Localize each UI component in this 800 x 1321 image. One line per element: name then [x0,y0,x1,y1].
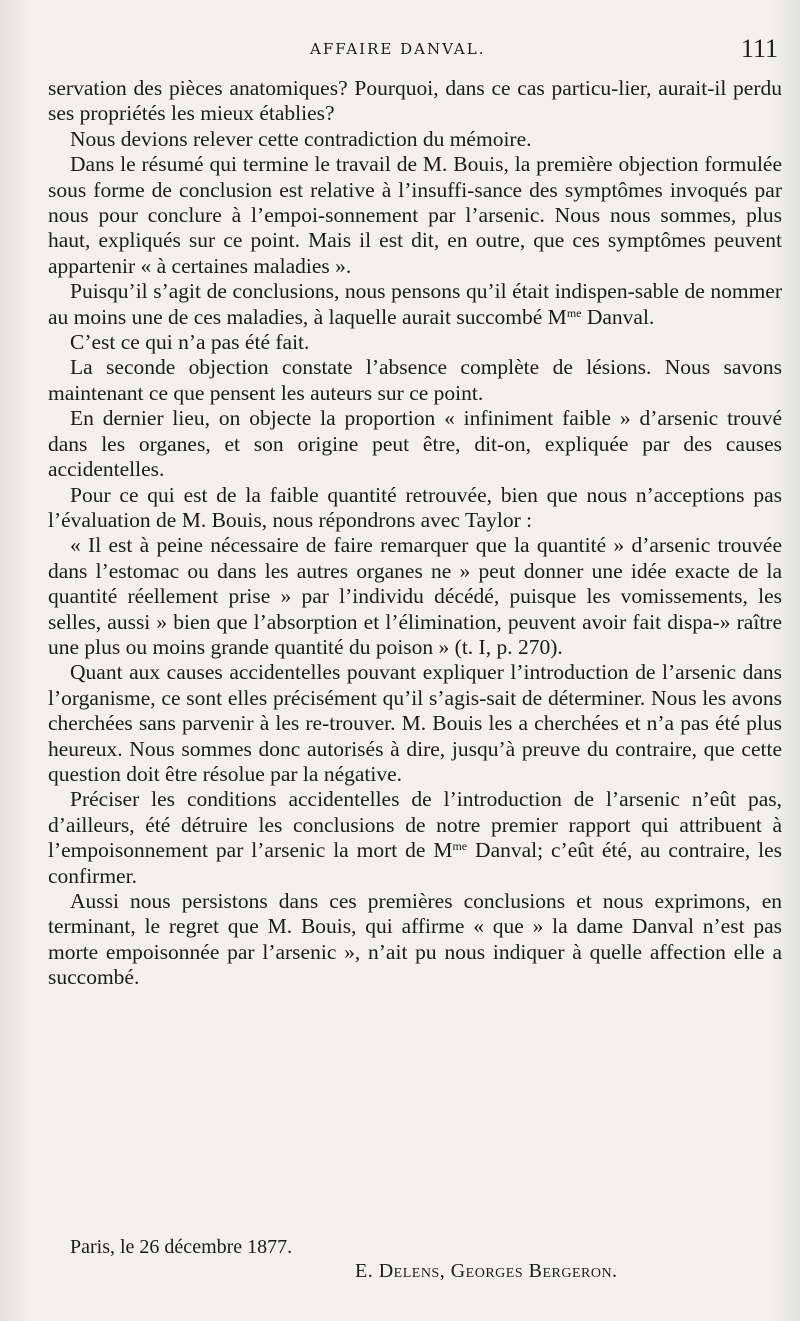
paragraph [48,330,782,355]
signoff-date: Paris, le 26 décembre 1877. [70,1236,293,1258]
paragraph-text: « Il est à peine nécessaire de faire remarquer que la quantité » d’arsenic trouvée dans l’estomac ou dans les autres organes ne » peut donner une idée exacte de la quantité réellement prise » par l’individu décédé, puisque les vomissements, les selles, aussi » bien que l’absorption et l’élimination, peuvent avoir fait dispa-» raître une plus ou moins grande quantité du poison » (t. I, p. 270). [48,533,782,659]
paragraph [48,533,782,660]
paragraph-text: Pour ce qui est de la faible quantité retrouvée, bien que nous n’acceptions pas l’évaluation de M. Bouis, nous répondrons avec Taylor : [48,482,782,532]
paragraph [48,406,782,482]
paragraph-text: Dans le résumé qui termine le travail de M. Bouis, la première objection formulée sous forme de conclusion est relative à l’insuffi-sance des symptômes invoqués par nous pour conclure à l’empoi-sonnement par l’arsenic. Nous nous sommes, plus haut, expliqués sur ce point. Mais il est dit, en outre, que ces symptômes peuvent appartenir « à certaines maladies ». [48,152,782,278]
paragraph-text: Aussi nous persistons dans ces premières conclusions et nous exprimons, en terminant, le regret que M. Bouis, qui affirme « que » la dame Danval n’est pas morte empoisonnée par l’arsenic », n’ait pu nous indiquer à quelle affection elle a succombé. [48,889,782,990]
paragraph-text: Puisqu’il s’agit de conclusions, nous pensons qu’il était indispen-sable de nommer au moins une de ces maladies, à laquelle aurait succombé M [48,279,782,329]
paragraph [48,152,782,279]
paragraph-text-tail: Danval; c’eût été, au contraire, les confirmer. [48,838,782,888]
paragraph-text: C’est ce qui n’a pas été fait. [70,330,310,355]
paragraph [48,127,782,152]
body-text [48,76,782,991]
paragraph [48,889,782,991]
signatories: E. Delens, Georges Bergeron. [355,1260,618,1282]
paragraph [48,660,782,787]
paragraph-text-tail: Danval. [581,304,655,329]
paragraph [48,787,782,889]
paragraph-text: Quant aux causes accidentelles pouvant expliquer l’introduction de l’arsenic dans l’organisme, ce sont elles précisément qu’il s’agis-sait de déterminer. Nous les avons cherchées sans parvenir à les re-trouver. M. Bouis les a cherchées et n’a pas été plus heureux. Nous sommes donc autorisés à dire, jusqu’à preuve du contraire, que cette question doit être résolue par la négative. [48,660,782,786]
page-header [48,34,780,74]
paragraph-text: Préciser les conditions accidentelles de l’introduction de l’arsenic n’eût pas, d’ailleurs, été détruire les conclusions de notre premier rapport qui attribuent à l’empoisonnement par l’arsenic la mort de M [48,787,782,863]
paragraph-text: servation des pièces anatomiques? Pourquoi, dans ce cas particu-lier, aurait-il perdu ses propriétés les mieux établies? [48,76,782,126]
paragraph [48,355,782,406]
paragraph-text: La seconde objection constate l’absence complète de lésions. Nous savons maintenant ce que pensent les auteurs sur ce point. [48,355,782,405]
superscript-abbrev: me [566,305,582,320]
paragraph [48,483,782,534]
page-number: 111 [740,34,778,63]
signoff [70,1236,770,1296]
paragraph-text: En dernier lieu, on objecte la proportion « infiniment faible » d’arsenic trouvé dans les organes, et son origine peut être, dit-on, expliquée par des causes accidentelles. [48,406,782,482]
paragraph [48,76,782,127]
paragraph-text: Nous devions relever cette contradiction du mémoire. [70,126,532,151]
paragraph [48,279,782,330]
superscript-abbrev: me [452,839,468,854]
running-title: AFFAIRE DANVAL. [310,40,486,58]
